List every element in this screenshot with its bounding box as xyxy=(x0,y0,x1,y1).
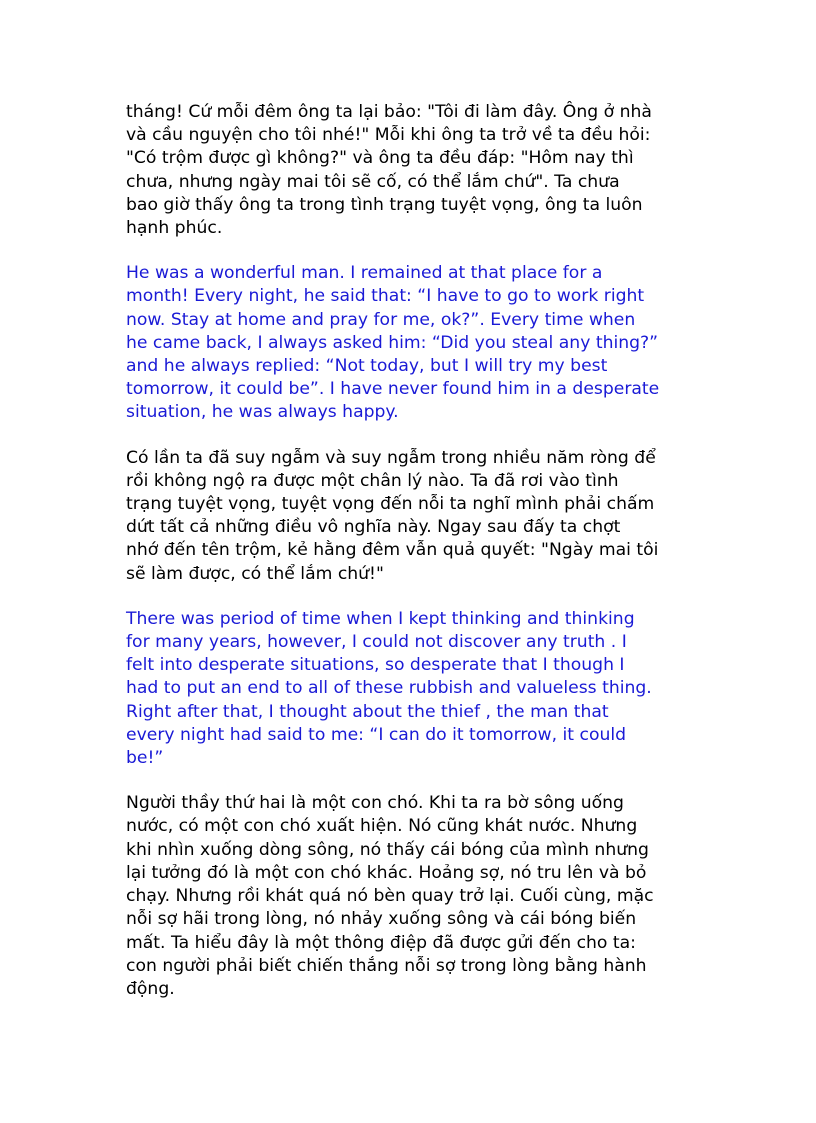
text-line: situation, he was always happy. xyxy=(126,402,399,423)
paragraph-vi-thief-story xyxy=(126,101,706,240)
text-line: khi nhìn xuống dòng sông, nó thấy cái bóng của mình nhưng xyxy=(126,839,649,860)
text-line: be!” xyxy=(126,748,164,769)
text-line: Có lần ta đã suy ngẫm và suy ngẫm trong nhiều năm ròng để xyxy=(126,447,656,468)
text-line: mất. Ta hiểu đây là một thông điệp đã được gửi đến cho ta: xyxy=(126,932,636,953)
text-line: Right after that, I thought about the thief , the man that xyxy=(126,701,609,722)
paragraph-en-thief-story xyxy=(126,262,706,424)
paragraph-en-desperation xyxy=(126,608,706,770)
text-line: and he always replied: “Not today, but I will try my best xyxy=(126,356,608,377)
text-line: he came back, I always asked him: “Did you steal any thing?” xyxy=(126,332,659,353)
text-line: for many years, however, I could not discover any truth . I xyxy=(126,632,627,653)
text-line: month! Every night, he said that: “I have to go to work right xyxy=(126,286,645,307)
text-line: dứt tất cả những điều vô nghĩa này. Ngay sau đấy ta chợt xyxy=(126,517,621,538)
paragraph-vi-dog-story xyxy=(126,792,706,1001)
text-line: "Có trộm được gì không?" và ông ta đều đáp: "Hôm nay thì xyxy=(126,148,634,169)
text-line: There was period of time when I kept thinking and thinking xyxy=(126,608,635,629)
text-line: nước, có một con chó xuất hiện. Nó cũng khát nước. Nhưng xyxy=(126,816,638,837)
text-line: lại tưởng đó là một con chó khác. Hoảng sợ, nó tru lên và bỏ xyxy=(126,862,647,883)
paragraph-vi-desperation xyxy=(126,447,706,586)
text-line: chưa, nhưng ngày mai tôi sẽ cố, có thể lắm chứ". Ta chưa xyxy=(126,171,620,192)
text-line: trạng tuyệt vọng, tuyệt vọng đến nỗi ta nghĩ mình phải chấm xyxy=(126,494,655,515)
text-line: rồi không ngộ ra được một chân lý nào. Ta đã rơi vào tình xyxy=(126,470,619,491)
text-line: nỗi sợ hãi trong lòng, nó nhảy xuống sông và cái bóng biến xyxy=(126,909,637,930)
text-line: chạy. Nhưng rồi khát quá nó bèn quay trở lại. Cuối cùng, mặc xyxy=(126,886,654,907)
text-line: hạnh phúc. xyxy=(126,218,223,239)
text-line: bao giờ thấy ông ta trong tình trạng tuyệt vọng, ông ta luôn xyxy=(126,194,643,215)
text-line: tomorrow, it could be”. I have never found him in a desperate xyxy=(126,379,660,400)
text-line: nhớ đến tên trộm, kẻ hằng đêm vẫn quả quyết: "Ngày mai tôi xyxy=(126,540,659,561)
text-line: every night had said to me: “I can do it tomorrow, it could xyxy=(126,724,627,745)
text-line: tháng! Cứ mỗi đêm ông ta lại bảo: "Tôi đi làm đây. Ông ở nhà xyxy=(126,102,652,122)
text-line: He was a wonderful man. I remained at that place for a xyxy=(126,263,603,284)
text-line: sẽ làm được, có thể lắm chứ!" xyxy=(126,563,384,584)
text-line: Người thầy thứ hai là một con chó. Khi ta ra bờ sông uống xyxy=(126,793,624,814)
text-line: động. xyxy=(126,978,175,999)
text-line: had to put an end to all of these rubbish and valueless thing. xyxy=(126,678,652,699)
text-line: con người phải biết chiến thắng nỗi sợ trong lòng bằng hành xyxy=(126,955,647,976)
text-line: và cầu nguyện cho tôi nhé!" Mỗi khi ông ta trở về ta đều hỏi: xyxy=(126,125,651,146)
document-body xyxy=(126,101,706,1023)
text-line: felt into desperate situations, so desperate that I though I xyxy=(126,655,625,676)
text-line: now. Stay at home and pray for me, ok?”. Every time when xyxy=(126,309,636,330)
